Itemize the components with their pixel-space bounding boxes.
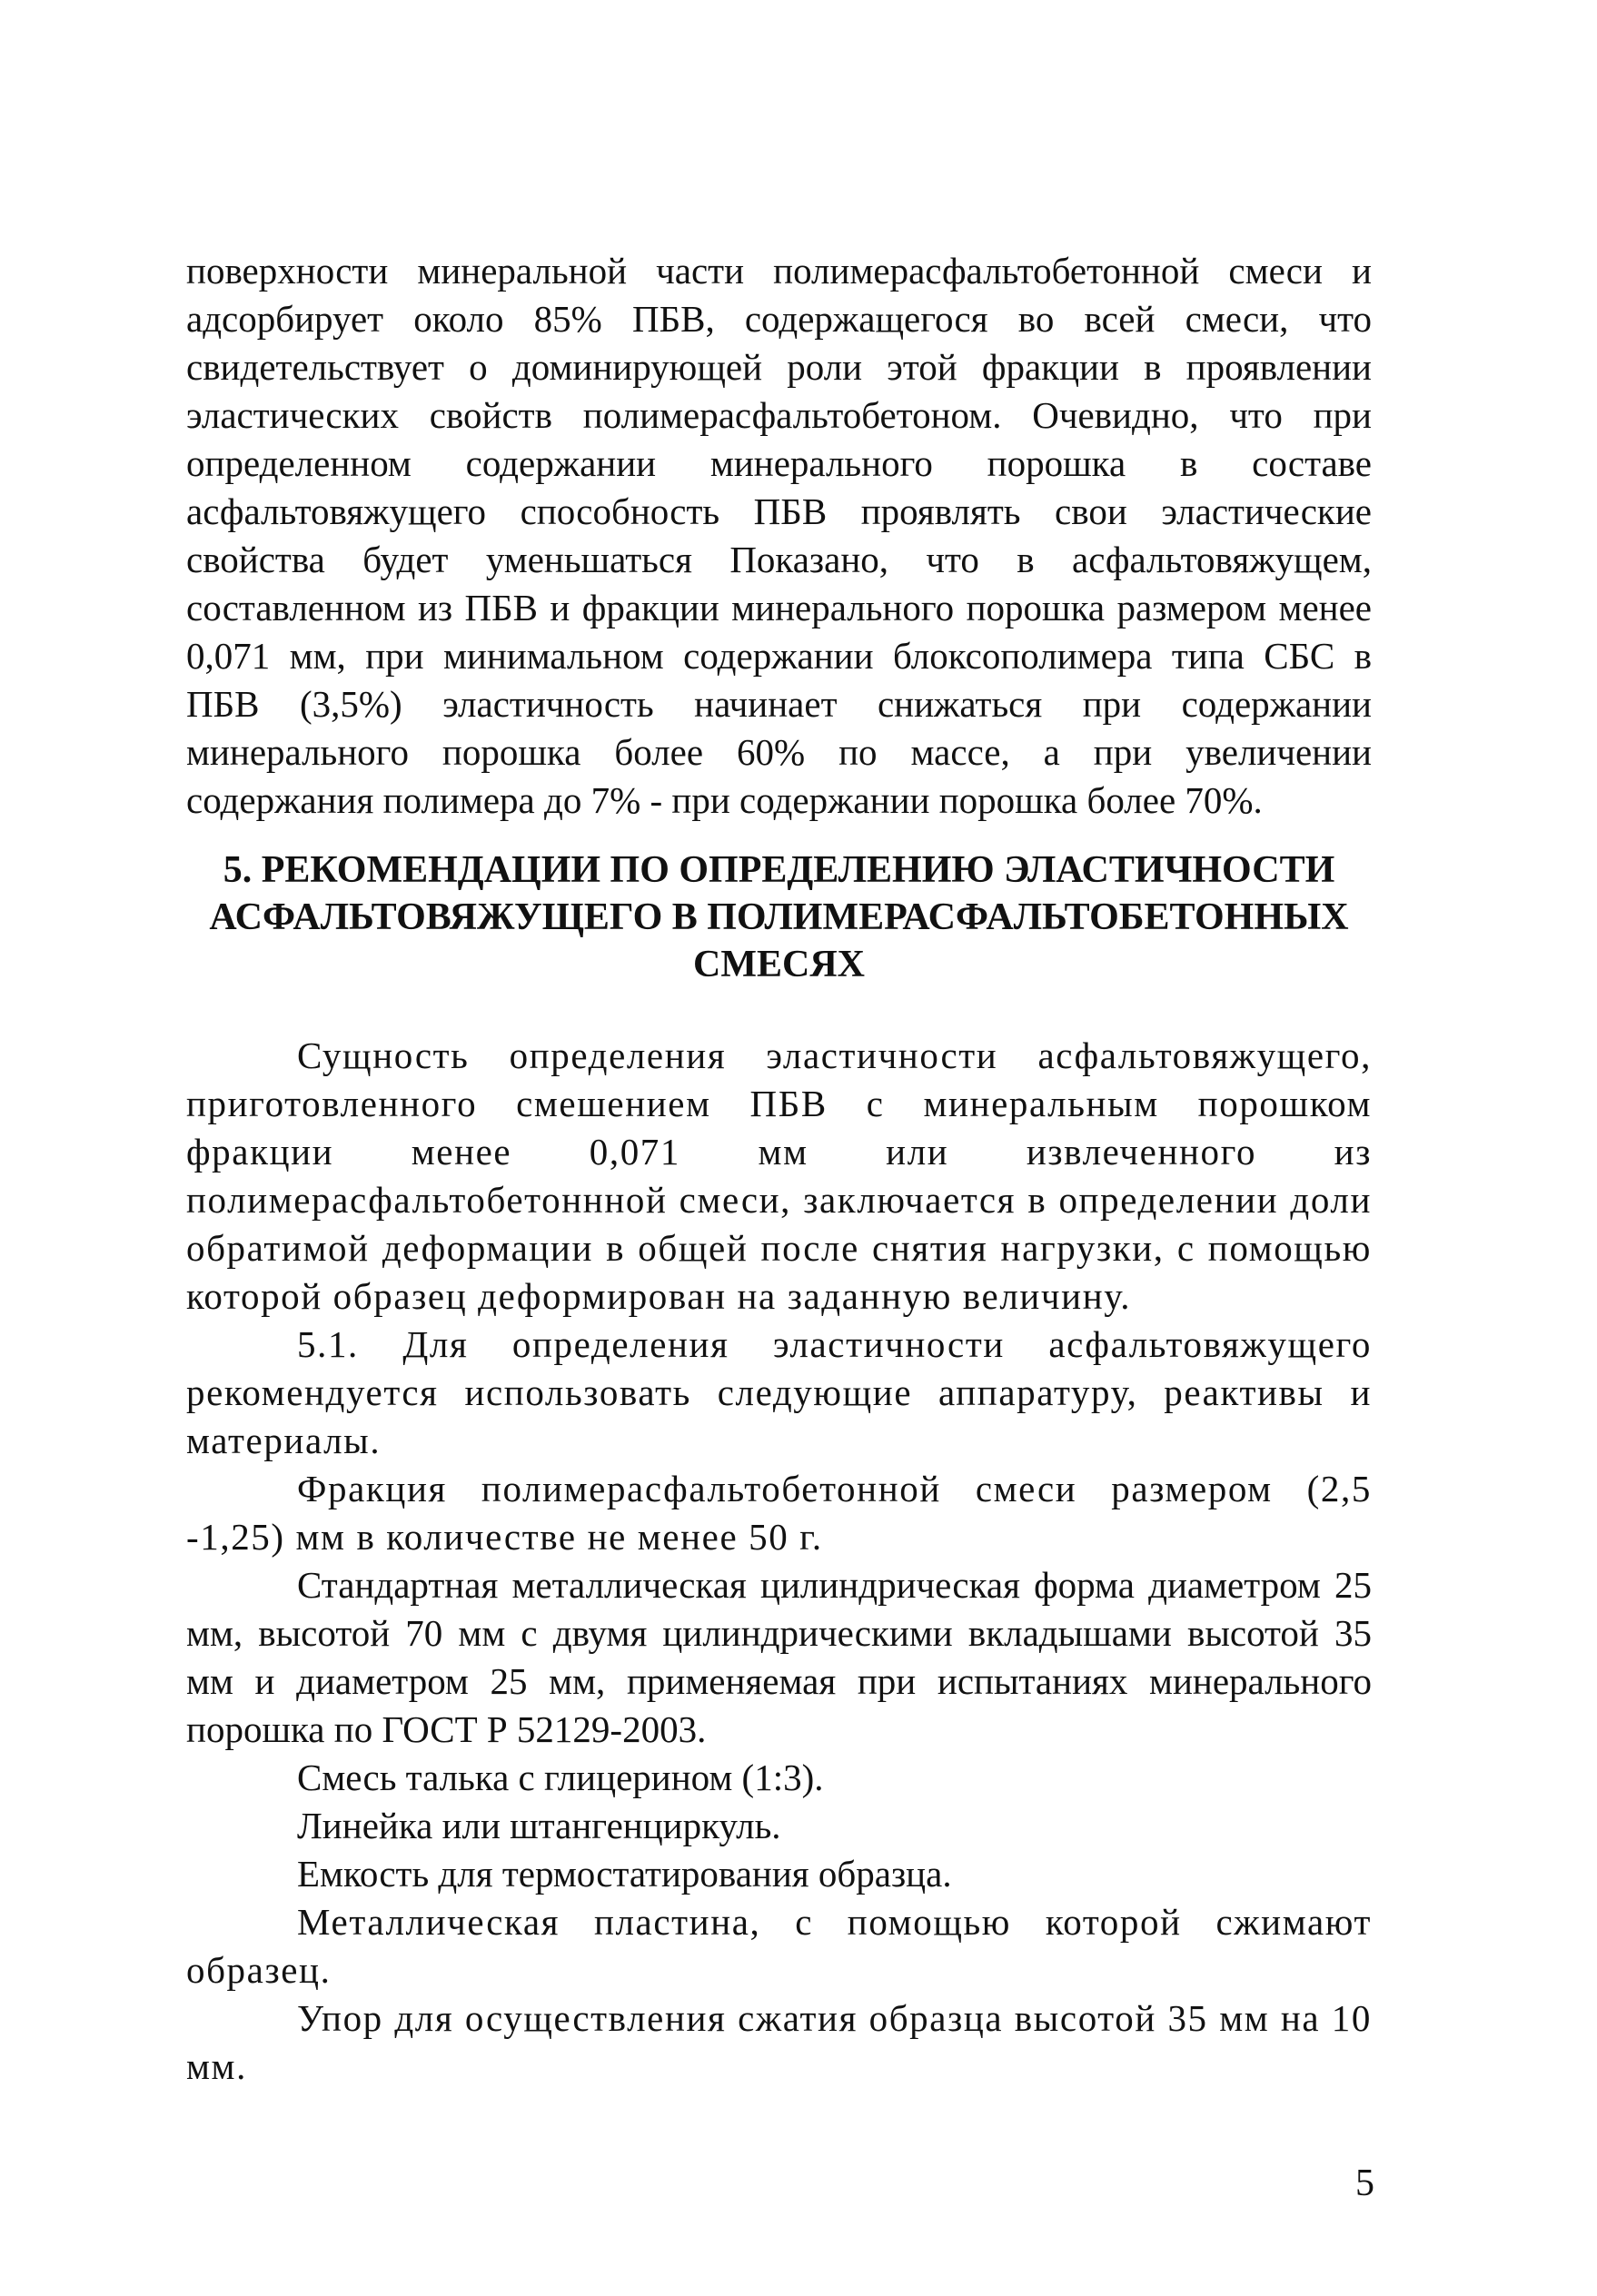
materials-item-stop: Упор для осуществления сжатия образца высотой 35 мм на 10 мм.	[186, 1997, 1372, 2087]
essence-paragraph: Сущность определения эластичности асфальтовяжущего, приготовленного смешением ПБВ с минеральным порошком фракции менее 0,071 мм или извлеченного из полимерасфальтобетоннной смеси, заключается в определении доли обратимой деформации в общей после снятия нагрузки, с помощью которой образец деформирован на заданную величину.	[186, 1034, 1372, 1317]
materials-item-ruler: Линейка или штангенциркуль.	[297, 1805, 781, 1846]
materials-item-talc: Смесь талька с глицерином (1:3).	[297, 1757, 824, 1798]
section-heading	[186, 846, 1372, 988]
intro-text-block	[186, 247, 1372, 825]
heading-line: 5. РЕКОМЕНДАЦИИ ПО ОПРЕДЕЛЕНИЮ ЭЛАСТИЧНОСТИ	[223, 849, 1335, 891]
heading-line: СМЕСЯХ	[693, 944, 865, 985]
heading-line: АСФАЛЬТОВЯЖУЩЕГО В ПОЛИМЕРАСФАЛЬТОБЕТОННЫХ	[209, 896, 1349, 938]
materials-item-container: Емкость для термостатирования образца.	[297, 1853, 952, 1895]
materials-item-mold: Стандартная металлическая цилиндрическая форма диаметром 25 мм, высотой 70 мм с двумя цилиндрическими вкладышами высотой 35 мм и диаметром 25 мм, применяемая при испытаниях минерального порошка по ГОСТ Р 52129-2003.	[186, 1564, 1372, 1750]
materials-item-fraction: Фракция полимерасфальтобетонной смеси размером (2,5 -1,25) мм в количестве не менее 50 г.	[186, 1468, 1372, 1558]
clause-5-1-paragraph: 5.1. Для определения эластичности асфальтовяжущего рекомендуется использовать следующие аппаратуру, реактивы и материалы.	[186, 1323, 1372, 1461]
materials-item-plate: Металлическая пластина, с помощью которой сжимают образец.	[186, 1901, 1372, 1991]
page-number: 5	[1355, 2162, 1374, 2204]
intro-paragraph: поверхности минеральной части полимерасфальтобетонной смеси и адсорбирует около 85% ПБВ, содержащегося во всей смеси, что свидетельствует о доминирующей роли этой фракции в проявлении эластических свойств полимерасфальтобетоном. Очевидно, что при определенном содержании минерального порошка в составе асфальтовяжущего способность ПБВ проявлять свои эластические свойства будет уменьшаться Показано, что в асфальтовяжущем, составленном из ПБВ и фракции минерального порошка размером менее 0,071 мм, при минимальном содержании блоксополимера типа СБС в ПБВ (3,5%) эластичность начинает снижаться при содержании минерального порошка более 60% по массе, а при увеличении содержания полимера до 7% - при содержании порошка более 70%.	[186, 250, 1372, 821]
section-body	[186, 1032, 1372, 2091]
